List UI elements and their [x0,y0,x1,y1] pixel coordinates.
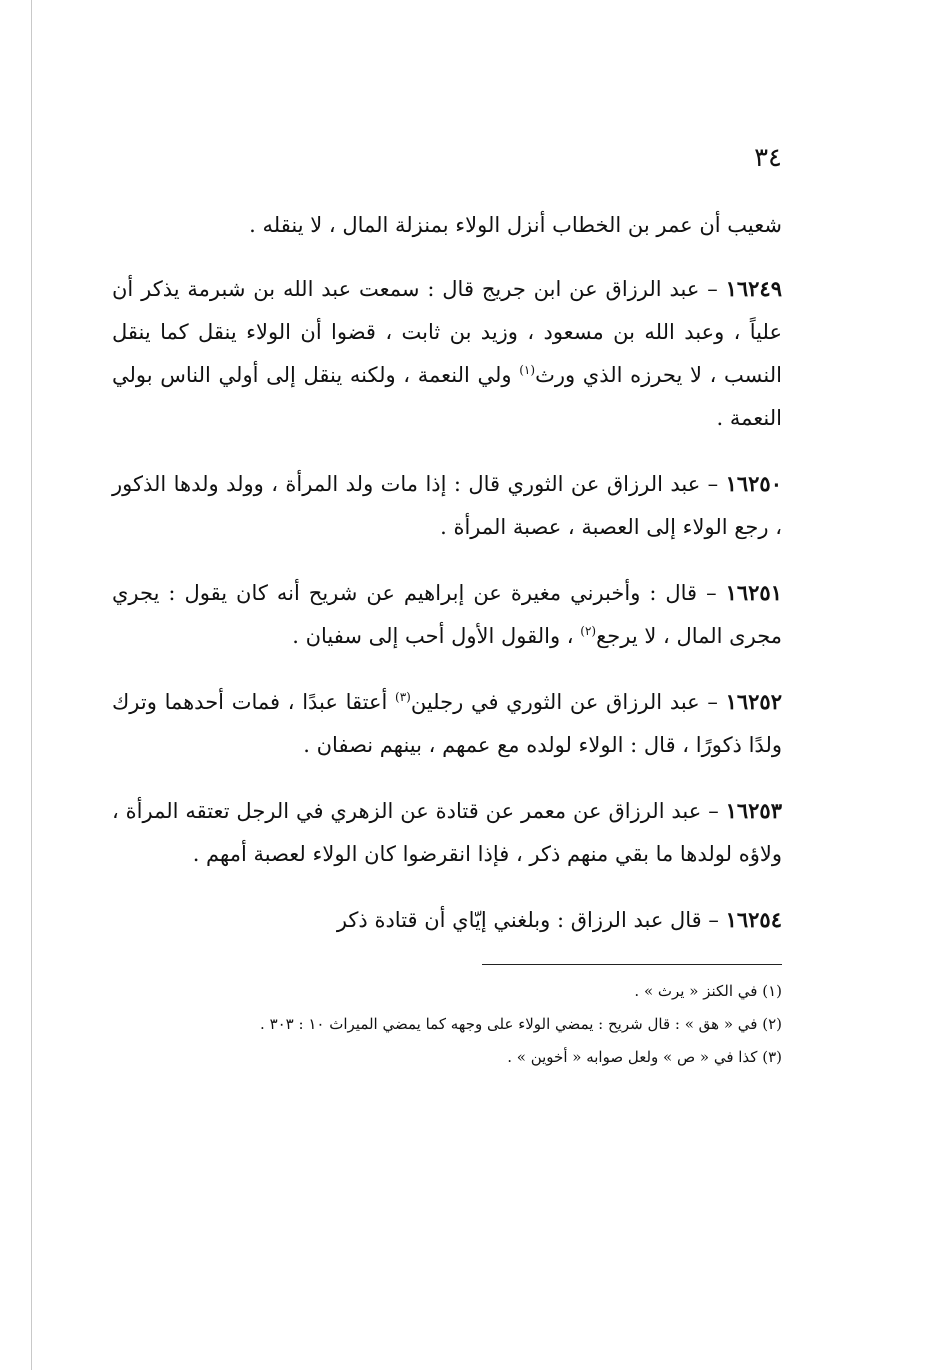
hadith-number: ١٦٢٤٩ [725,276,782,301]
hadith-entry [112,789,782,876]
footnote: (٣) كذا في « ص » ولعل صوابه « أخوين » . [507,1048,782,1066]
footnote-divider [482,964,782,965]
hadith-text-continued: أعتقا عبدًا ، فمات أحدهما وترك ولدًا ذكورًا ، قال : الولاء لولده مع عمهم ، بينهم نصفان . [112,690,782,757]
hadith-text-continued: ، والقول الأول أحب إلى سفيان . [292,624,581,648]
hadith-number: ١٦٢٥١ [725,580,782,605]
hadith-entry [112,898,782,942]
hadith-entry [112,680,782,767]
hadith-entry [112,571,782,658]
continuation-text: شعيب أن عمر بن الخطاب أنزل الولاء بمنزلة المال ، لا ينقله . [249,213,782,237]
hadith-text: – قال عبد الرزاق : وبلغني إيّاي أن قتادة ذكر [336,908,719,932]
hadith-text: – عبد الرزاق عن الثوري قال : إذا مات ولد المرأة ، وولد ولدها الذكور ، رجع الولاء إلى العصبة ، عصبة المرأة . [112,472,782,539]
hadith-text: – قال : وأخبرني مغيرة عن إبراهيم عن شريح أنه كان يقول : يجري مجرى المال ، لا يرجع [112,581,782,648]
footnote: (٢) في « هق » : قال شريح : يمضي الولاء على وجهه كما يمضي الميراث ١٠ : ٣٠٣ . [260,1015,782,1033]
footnotes [112,975,782,1074]
page-number: ٣٤ [754,143,782,173]
hadith-entry [112,267,782,440]
hadith-number: ١٦٢٥٢ [725,689,782,714]
hadith-number: ١٦٢٥٣ [725,798,782,823]
hadith-number: ١٦٢٥٠ [725,471,782,496]
hadith-text: – عبد الرزاق عن الثوري في رجلين [410,690,718,714]
hadith-text: – عبد الرزاق عن ابن جريج قال : سمعت عبد الله بن شبرمة يذكر أن علياً ، وعبد الله بن مسعود ، وزيد بن ثابت ، قضوا أن الولاء ينقل كما ينقل النسب ، لا يحرزه الذي ورث [112,277,782,387]
document-page [112,140,782,1270]
footnote-marker: (٢) [580,624,597,638]
hadith-number: ١٦٢٥٤ [725,907,782,932]
hadith-text-continued: ولي النعمة ، ولكنه ينقل إلى أولي الناس بولي النعمة . [112,363,782,430]
page-spine-line [31,0,32,1370]
hadith-entry [112,462,782,549]
footnote-marker: (١) [519,363,536,377]
hadith-text: – عبد الرزاق عن معمر عن قتادة عن الزهري في الرجل تعتقه المرأة ، ولاؤه لولدها ما بقي منهم ذكر ، فإذا انقرضوا كان الولاء لعصبة أمهم . [112,799,782,866]
footnote: (١) في الكنز « يرث » . [634,982,782,1000]
footnote-marker: (٣) [395,690,411,704]
hadith-entries [112,267,782,942]
